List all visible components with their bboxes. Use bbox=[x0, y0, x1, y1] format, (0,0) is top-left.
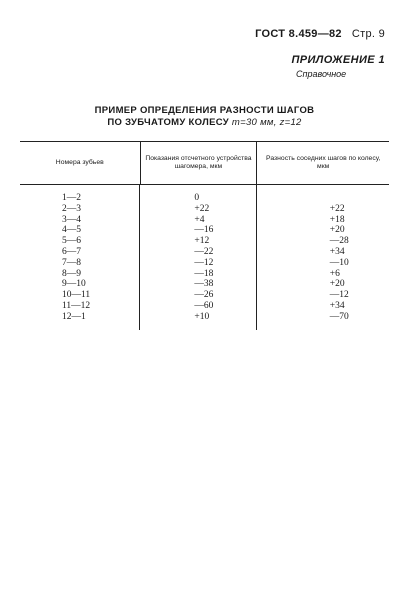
pitch-difference-cell: +6 bbox=[329, 268, 340, 279]
data-table bbox=[20, 141, 389, 330]
appendix-title: ПРИЛОЖЕНИЕ 1 bbox=[291, 54, 385, 66]
pitch-difference-cell: —70 bbox=[329, 311, 349, 322]
header-gauge-readings: Показания отсчетного устройства шагомера, мкм bbox=[140, 142, 258, 184]
tooth-numbers-cell: 1—2 bbox=[62, 193, 81, 203]
pitch-difference-cell: +22 bbox=[329, 203, 345, 214]
table-header bbox=[20, 142, 389, 185]
appendix-subtitle: Справочное bbox=[296, 69, 347, 79]
header-tooth-numbers: Номера зубьев bbox=[55, 159, 104, 166]
table-title-line1: ПРИМЕР ОПРЕДЕЛЕНИЯ РАЗНОСТИ ШАГОВ bbox=[94, 105, 315, 116]
gauge-reading-cell: —18 bbox=[194, 268, 214, 279]
tooth-numbers-cell: 9—10 bbox=[62, 279, 86, 290]
tooth-numbers-cell: 7—8 bbox=[62, 257, 81, 268]
tooth-numbers-cell: 5—6 bbox=[62, 236, 81, 247]
tooth-numbers-cell: 2—3 bbox=[62, 203, 81, 214]
gauge-reading-cell: +10 bbox=[194, 311, 210, 322]
gauge-reading-cell: —22 bbox=[194, 246, 214, 257]
gauge-reading-cell: —16 bbox=[194, 225, 214, 236]
table-title-line2 bbox=[0, 117, 409, 128]
standard-number: ГОСТ 8.459—82 bbox=[255, 28, 342, 40]
pitch-difference-cell: +20 bbox=[329, 279, 345, 290]
column-pitch-difference bbox=[257, 185, 389, 330]
gauge-reading-cell: 0 bbox=[194, 193, 200, 203]
table-title-prefix: ПО ЗУБЧАТОМУ КОЛЕСУ bbox=[107, 117, 229, 128]
gauge-reading-cell: —38 bbox=[194, 279, 214, 290]
table-body bbox=[20, 185, 389, 330]
column-gauge-readings bbox=[139, 185, 256, 330]
pitch-difference-cell: —12 bbox=[329, 290, 349, 301]
pitch-difference-cell: —28 bbox=[329, 236, 349, 247]
tooth-numbers-cell: 11—12 bbox=[62, 300, 91, 311]
tooth-numbers-cell: 10—11 bbox=[62, 290, 91, 301]
header-pitch-difference: Разность соседних шагов по колесу, мкм bbox=[266, 155, 381, 170]
pitch-difference-cell: +34 bbox=[329, 246, 345, 257]
pitch-difference-cell: —10 bbox=[329, 257, 349, 268]
tooth-numbers-cell: 3—4 bbox=[62, 214, 81, 225]
gauge-reading-cell: +4 bbox=[194, 214, 205, 225]
pitch-difference-cell: +18 bbox=[329, 214, 345, 225]
tooth-numbers-cell: 8—9 bbox=[62, 268, 81, 279]
gauge-reading-cell: +22 bbox=[194, 203, 210, 214]
page-number: Стр. 9 bbox=[351, 28, 385, 40]
pitch-difference-cell: +20 bbox=[329, 225, 345, 236]
page-header bbox=[255, 28, 385, 40]
pitch-difference-cell: +34 bbox=[329, 300, 345, 311]
gauge-reading-cell: —60 bbox=[194, 300, 214, 311]
table-title-params: m=30 мм, z=12 bbox=[231, 117, 302, 128]
tooth-numbers-cell: 6—7 bbox=[62, 246, 81, 257]
gauge-reading-cell: +12 bbox=[194, 236, 210, 247]
pitch-difference-cell bbox=[257, 193, 389, 204]
tooth-numbers-cell: 4—5 bbox=[62, 225, 81, 236]
tooth-numbers-cell: 12—1 bbox=[62, 311, 86, 322]
gauge-reading-cell: —26 bbox=[194, 290, 214, 301]
column-tooth-numbers bbox=[20, 185, 139, 330]
gauge-reading-cell: —12 bbox=[194, 257, 214, 268]
